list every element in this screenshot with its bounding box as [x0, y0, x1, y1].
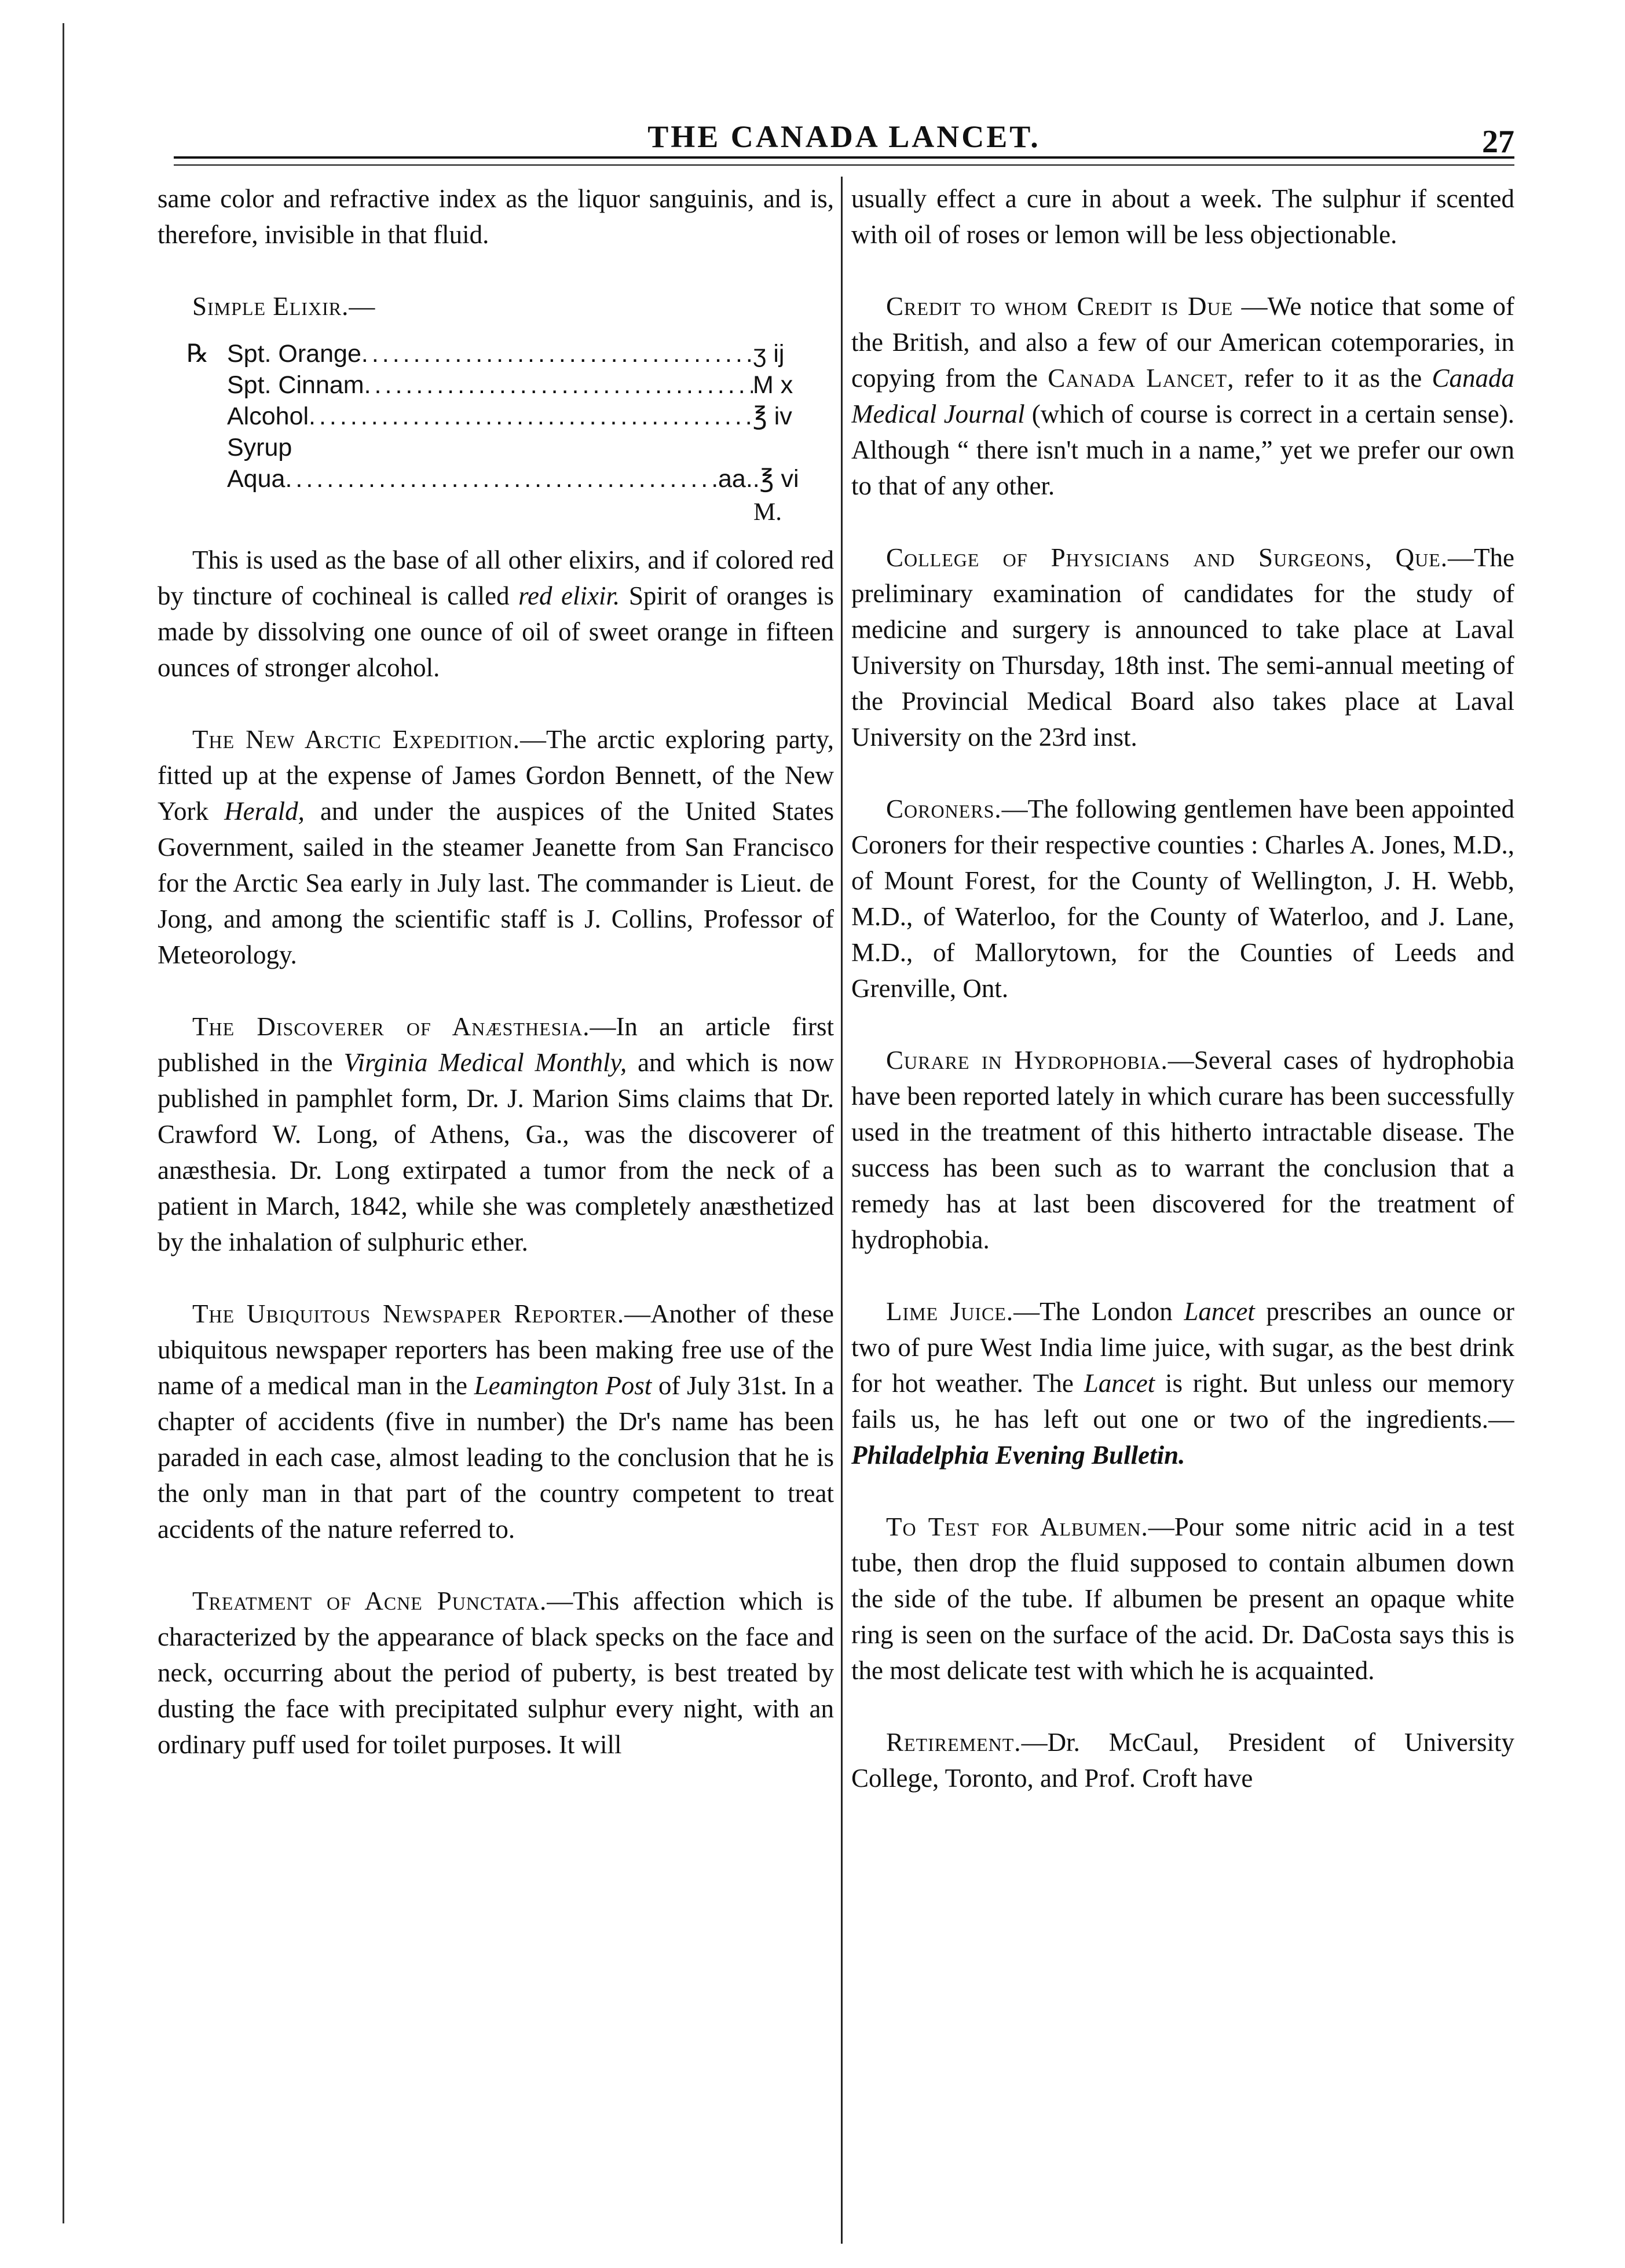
ingredient-name: Aqua: [227, 465, 286, 493]
article-coroners: Coroners.—The following gentlemen have been appointed Coroners for their respective counties : Charles A. Jones, M.D., of Mount Forest, for the County of Wellington, J. H. Webb, M.D., of Waterloo, for the County of Waterloo, and J. Lane, M.D., of Mallorytown, for the Counties of Leeds and Grenville, Ont.: [851, 794, 1514, 1003]
recipe-line: [158, 463, 834, 494]
recipe-sign: M.: [753, 499, 782, 526]
article-heading: Curare in Hydrophobia.: [886, 1046, 1168, 1075]
elixir-note: This is used as the base of all other elixirs, and if colored red by tincture of cochineal is called red elixir. Spirit of oranges is made by dissolving one ounce of oil of sweet orange in fifteen ounces of stronger alcohol.: [158, 545, 834, 682]
recipe-line: [158, 369, 834, 401]
leader-dots: [364, 369, 753, 401]
ingredient-quantity: ℥ iv: [753, 402, 792, 430]
recipe-line: [158, 338, 834, 369]
header-rule-thin: [174, 164, 1514, 166]
article-heading: College of Physicians and Surgeons, Que.: [886, 543, 1448, 572]
ingredient-name: Spt. Cinnam: [227, 371, 364, 399]
column-divider: [841, 177, 843, 2244]
recipe-line: [158, 432, 834, 463]
ingredient-name: Alcohol: [227, 402, 309, 430]
leader-dots: [309, 401, 753, 432]
article-heading: The New Arctic Expedition.: [192, 725, 520, 754]
article-heading: To Test for Albumen.: [886, 1512, 1148, 1541]
article-heading: The Ubiquitous Newspaper Reporter.: [192, 1299, 625, 1328]
continued-paragraph: same color and refractive index as the liquor sanguinis, and is, therefore, invisible in that fluid.: [158, 184, 834, 249]
article-lime-juice: Lime Juice.—The London Lancet prescribes an ounce or two of pure West India lime juice, with sugar, as the best drink for hot weather. The Lancet is right. But unless our memory fails us, he has left out one or two of the ingredients.—Philadelphia Evening Bulletin.: [851, 1297, 1514, 1470]
article-retirement: Retirement.—Dr. McCaul, President of University College, Toronto, and Prof. Croft have: [851, 1728, 1514, 1793]
ingredient-quantity: M x: [753, 371, 793, 399]
article-anaesthesia: The Discoverer of Anæsthesia.—In an article first published in the Virginia Medical Monthly, and which is now published in pamphlet form, Dr. J. Marion Sims claims that Dr. Crawford W. Long, of Athens, Ga., was the discoverer of anæsthesia. Dr. Long extirpated a tumor from the neck of a patient in March, 1842, while she was completely anæsthetized by the inhalation of sulphuric ether.: [158, 1012, 834, 1256]
leader-dots: [285, 463, 718, 494]
article-heading: Retirement.: [886, 1728, 1022, 1757]
left-column: [158, 181, 834, 2242]
running-title: THE CANADA LANCET.: [647, 119, 1041, 154]
right-column: [851, 181, 1514, 2242]
scan-margin-line: [63, 23, 64, 2223]
article-newspaper-reporter: The Ubiquitous Newspaper Reporter.—Another of these ubiquitous newspaper reporters has been making free use of the name of a medical man in the Leamington Post of July 31st. In a chapter of accidents (five in number) the Dr's name has been paraded in each case, almost leading to the conclusion that he is the only man in that part of the country competent to treat accidents of the nature referred to.: [158, 1299, 834, 1544]
article-acne-punctata: Treatment of Acne Punctata.—This affection which is characterized by the appearance of black specks on the face and neck, occurring about the period of puberty, is best treated by dusting the face with precipitated sulphur every night, with an ordinary puff used for toilet purposes. It will: [158, 1586, 834, 1759]
article-arctic-expedition: The New Arctic Expedition.—The arctic exploring party, fitted up at the expense of James Gordon Bennett, of the New York Herald, and under the auspices of the United States Government, sailed in the steamer Jeanette from San Francisco for the Arctic Sea early in July last. The commander is Lieut. de Jong, and among the scientific staff is J. Collins, Professor of Meteorology.: [158, 725, 834, 969]
article-heading: Treatment of Acne Punctata.: [192, 1586, 547, 1615]
continued-paragraph: usually effect a cure in about a week. The sulphur if scented with oil of roses or lemon will be less objectionable.: [851, 184, 1514, 249]
article-heading: Credit to whom Credit is Due: [886, 292, 1234, 321]
article-curare: Curare in Hydrophobia.—Several cases of hydrophobia have been reported lately in which curare has been successfully used in the treatment of this hitherto intractable disease. The success has been such as to warrant the conclusion that a remedy has at last been discovered for the treatment of hydrophobia.: [851, 1046, 1514, 1254]
page-number: 27: [1482, 124, 1514, 160]
article-heading: The Discoverer of Anæsthesia.: [192, 1012, 590, 1041]
recipe-symbol: ℞: [186, 340, 209, 368]
ingredient-quantity: aa..℥ vi: [718, 465, 799, 493]
article-albumen: To Test for Albumen.—Pour some nitric acid in a test tube, then drop the fluid supposed to contain albumen down the side of the tube. If albumen be present an opaque white ring is seen on the surface of the acid. Dr. DaCosta says this is the most delicate test with which he is acquainted.: [851, 1512, 1514, 1685]
article-college: College of Physicians and Surgeons, Que.—The preliminary examination of candidates for the study of medicine and surgery is announced to take place at Laval University on Thursday, 18th inst. The semi-annual meeting of the Provincial Medical Board also takes place at Laval University on the 23rd inst.: [851, 543, 1514, 752]
article-heading: Lime Juice.: [886, 1297, 1014, 1326]
ingredient-name: Syrup: [227, 434, 292, 461]
ingredient-name: Spt. Orange: [227, 340, 361, 368]
ingredient-quantity: ʒ ij: [753, 340, 785, 368]
elixir-title: Simple Elixir.—: [192, 292, 376, 321]
header-rule: [174, 156, 1514, 159]
recipe-line: [158, 401, 834, 432]
leader-dots: [361, 338, 753, 369]
article-heading: Coroners.: [886, 794, 1002, 823]
elixir-recipe: [158, 338, 834, 530]
article-credit: Credit to whom Credit is Due —We notice that some of the British, and also a few of our American cotemporaries, in copying from the Canada Lancet, refer to it as the Canada Medical Journal (which of course is correct in a certain sense). Although “ there isn't much in a name,” yet we prefer our own to that of any other.: [851, 292, 1514, 500]
